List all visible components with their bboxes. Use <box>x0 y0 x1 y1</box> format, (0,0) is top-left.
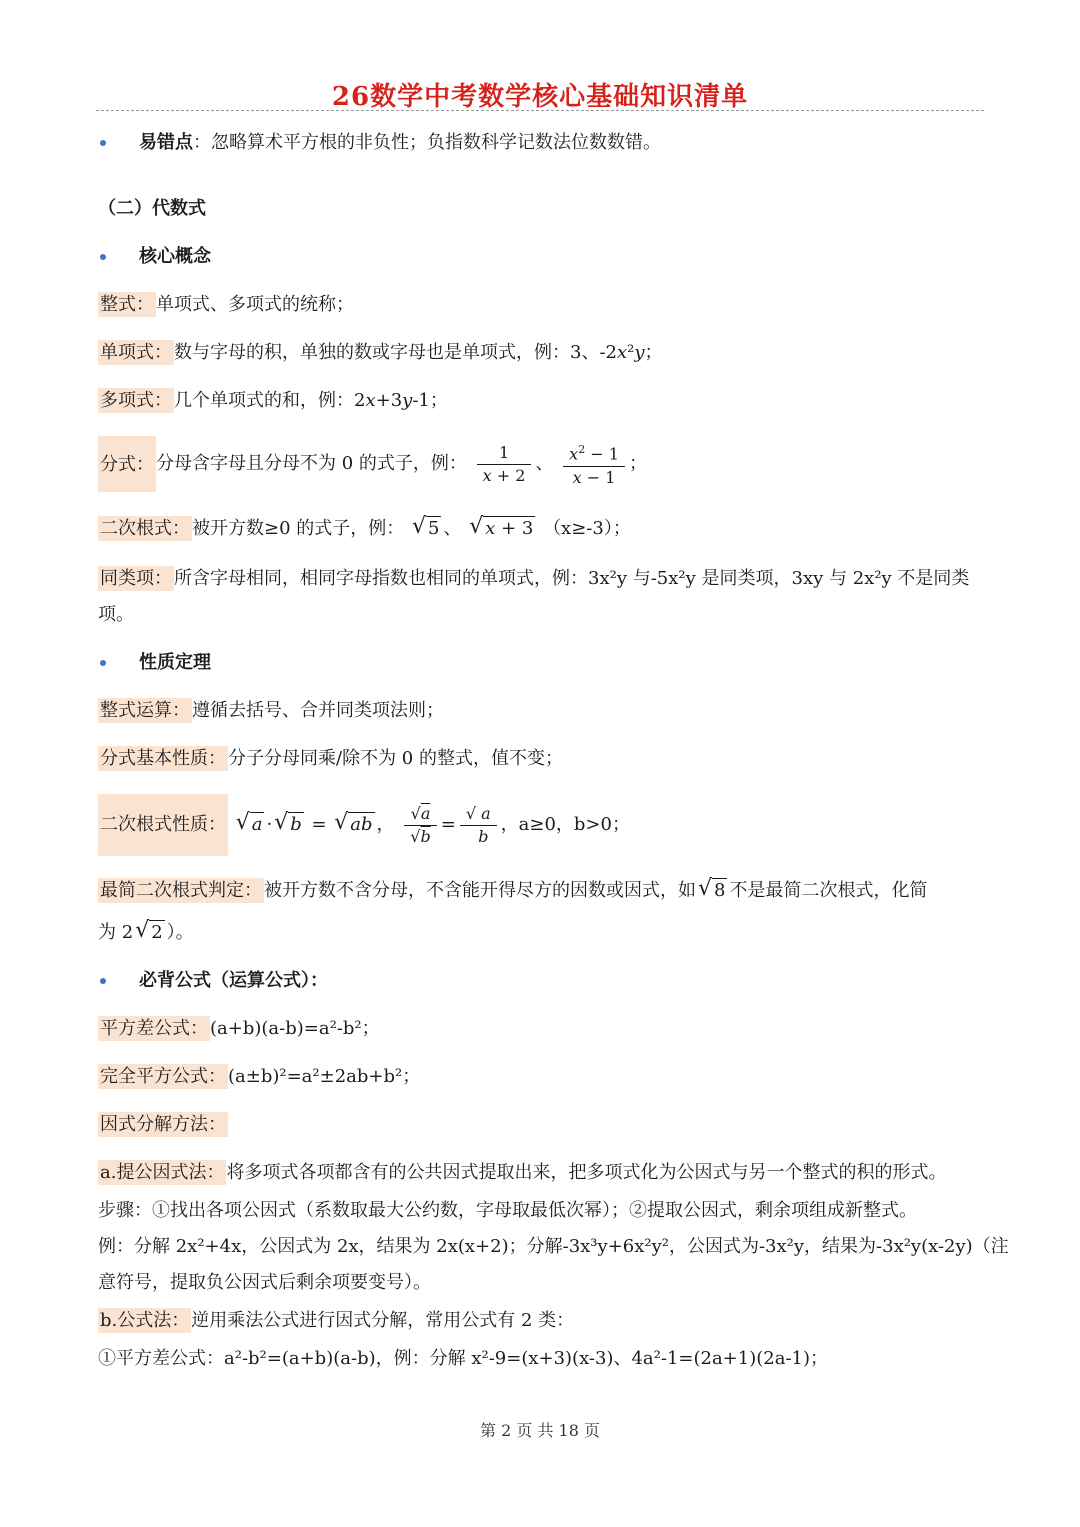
tonglei-cont: 项。 <box>98 604 134 625</box>
erci-text: 被开方数≥0 的式子，例： <box>192 518 405 539</box>
sqrt-b: √ b <box>274 810 302 835</box>
fraction-sqrt-a-over-sqrt-b: $\frac{√a}{√b}$ <box>404 803 436 848</box>
tonglei-line <box>98 564 996 594</box>
title-divider <box>96 110 984 111</box>
zjec-text: 被开方数不含分母，不含能开得尽方的因数或因式，如 <box>264 880 696 901</box>
fsjb-line <box>98 744 996 774</box>
tonglei-label: 同类项： <box>100 568 172 589</box>
props-heading-line <box>98 648 996 678</box>
erci-label: 二次根式： <box>100 518 190 539</box>
zjec-label: 最简二次根式判定： <box>100 880 262 901</box>
fraction-1-over-x-plus-2: $\frac{1}{x + 2}$ <box>477 442 532 487</box>
zsys-line <box>98 696 996 726</box>
fenshi-line <box>98 436 996 490</box>
zhengshi-text: 单项式、多项式的统称； <box>156 294 354 315</box>
method-a-example: 例：分解 2x²+4x，公因式为 2x，结果为 2x(x+2)；分解-3x³y+6x²y²，公因式为-3x²y，结果为-3x²y(x-2y)（注 <box>98 1236 1009 1257</box>
duoxiang-line: 多项式： 几个单项式的和，例：2x+3y-1； <box>100 390 448 411</box>
fsjb-text: 分子分母同乘/除不为 0 的整式，值不变； <box>228 748 563 769</box>
sqrt-8: √ 8 <box>698 876 726 901</box>
wqpf-line <box>98 1062 996 1092</box>
section-heading: （二）代数式 <box>98 198 206 219</box>
duoxiang-label: 多项式： <box>100 390 172 411</box>
method-a-steps: 步骤：①找出各项公因式（系数取最大公约数，字母取最低次幂）；②提取公因式，剩余项组成新整式。 <box>98 1200 917 1221</box>
page-number: 第 2 页 共 18 页 <box>480 1421 600 1440</box>
pfc-label: 平方差公式： <box>100 1018 208 1039</box>
method-a-text: 将多项式各项都含有的公共因式提取出来，把多项式化为公因式与另一个整式的积的形式。 <box>226 1162 947 1183</box>
fenshi-text: 分母含字母且分母不为 0 的式子，例： <box>156 453 467 474</box>
zjec-line <box>98 876 996 906</box>
ecgs-line: 二次根式性质： √ a · √ b = √ ab ， $\frac{√a}{√b}$ = $\frac{√ a}{b}$ ，a≥0，b>0； <box>98 794 996 854</box>
erci-sep: 、 <box>443 518 462 539</box>
ysfj-label: 因式分解方法： <box>100 1114 226 1135</box>
tonglei-text: 所含字母相同，相同字母指数也相同的单项式，例：3x²y 与-5x²y 是同类项，3xy 与 2x²y 不是同类 <box>174 568 970 589</box>
zjec-cont-pre: 为 2 <box>98 922 134 943</box>
props-heading: 性质定理 <box>139 652 211 673</box>
zsys-text: 遵循去括号、合并同类项法则； <box>192 700 444 721</box>
mistake-label: 易错点 <box>139 132 193 153</box>
erci-line <box>98 514 996 544</box>
sqrt-a-over-b: $\frac{√ a}{b}$ <box>460 803 497 848</box>
core-heading-line <box>98 242 996 272</box>
method-a-line <box>98 1158 996 1188</box>
bullet-icon <box>100 660 106 666</box>
sqrt-x-plus-3: √ x + 3 <box>469 514 534 539</box>
mistake-line <box>98 128 996 158</box>
duoxiang-tail: -1； <box>412 390 448 411</box>
danxiang-text: 数与字母的积，单独的数或字母也是单项式，例：3、-2 <box>174 342 617 363</box>
zhengshi-line <box>98 290 996 320</box>
danxiang-line: 单项式： 数与字母的积，单独的数或字母也是单项式，例：3、-2x²y； <box>100 342 663 363</box>
fenshi-tail: ； <box>628 453 647 474</box>
mistake-text: ：忽略算术平方根的非负性；负指数科学记数法位数数错。 <box>193 132 661 153</box>
sqrt-5: √ 5 <box>412 514 440 539</box>
erci-cond: （x≥-3）； <box>543 518 631 539</box>
fraction-x2-minus-1: $\frac{x^2 - 1}{x - 1}$ <box>563 439 625 488</box>
bullet-icon <box>100 254 106 260</box>
pfc-text: (a+b)(a-b)=a²-b²； <box>210 1018 380 1039</box>
sqrt-2: √ 2 <box>135 918 163 943</box>
method-b-line <box>98 1306 996 1336</box>
method-a-label: a.提公因式法： <box>100 1162 225 1183</box>
fenshi-sep: 、 <box>535 453 554 474</box>
formulas-heading-line <box>98 966 996 996</box>
danxiang-label: 单项式： <box>100 342 172 363</box>
fenshi-label: 分式： <box>98 436 156 492</box>
core-heading: 核心概念 <box>139 246 211 267</box>
danxiang-tail: ； <box>644 342 663 363</box>
zjec-cont <box>98 918 996 948</box>
zsys-label: 整式运算： <box>100 700 190 721</box>
method-a-example-cont: 意符号，提取负公因式后剩余项要变号）。 <box>98 1272 431 1293</box>
wqpf-text: (a±b)²=a²±2ab+b²； <box>228 1066 421 1087</box>
pfc-line <box>98 1014 996 1044</box>
formulas-heading: 必背公式（运算公式）： <box>139 970 328 991</box>
zjec-cont-post: ）。 <box>166 922 194 943</box>
method-b1: ①平方差公式：a²-b²=(a+b)(a-b)，例：分解 x²-9=(x+3)(x-3)、4a²-1=(2a+1)(2a-1)； <box>98 1348 829 1369</box>
ysfj-line <box>98 1110 996 1140</box>
ecgs-cond: ，a≥0，b>0； <box>500 814 630 835</box>
duoxiang-text: 几个单项式的和，例：2 <box>174 390 366 411</box>
zhengshi-label: 整式： <box>100 294 154 315</box>
page-title: 26数学中考数学核心基础知识清单 <box>331 82 749 112</box>
method-b-text: 逆用乘法公式进行因式分解，常用公式有 2 类： <box>191 1310 575 1331</box>
wqpf-label: 完全平方公式： <box>100 1066 226 1087</box>
fsjb-label: 分式基本性质： <box>100 748 226 769</box>
bullet-icon <box>100 140 106 146</box>
method-b-label: b.公式法： <box>100 1310 190 1331</box>
bullet-icon <box>100 978 106 984</box>
sqrt-a: √ a <box>235 810 263 835</box>
sqrt-ab: √ ab <box>334 810 373 835</box>
ecgs-label: 二次根式性质： <box>98 794 228 856</box>
zjec-text2: 不是最简二次根式，化简 <box>729 880 928 901</box>
